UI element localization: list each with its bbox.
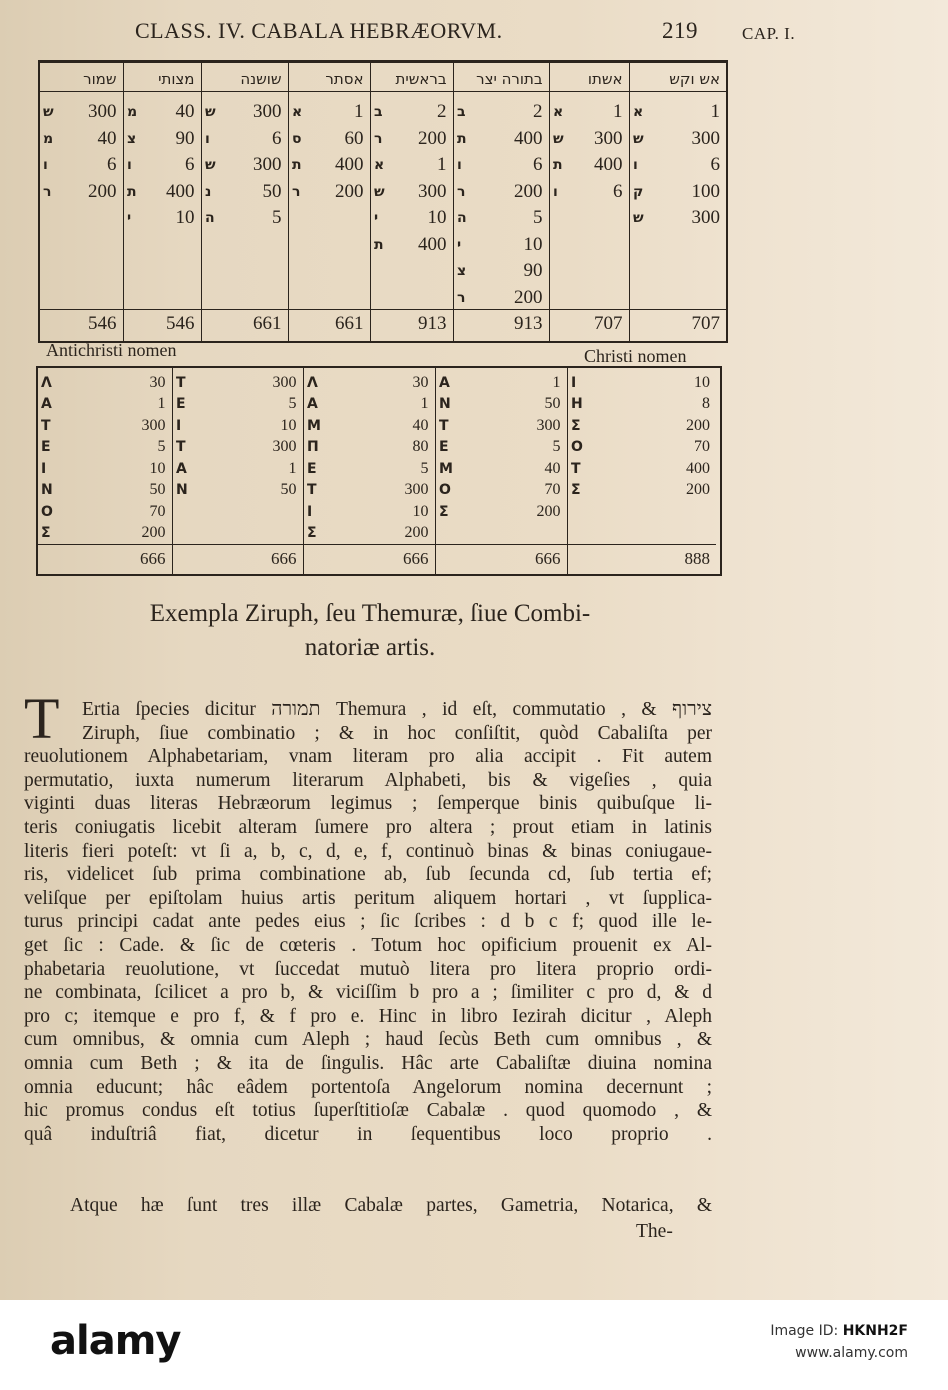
letter-value: 2 <box>437 101 447 122</box>
table-cell <box>173 372 303 393</box>
hebrew-letter: ת <box>457 130 467 147</box>
hebrew-letter: ר <box>374 130 383 147</box>
table-cell <box>304 372 435 393</box>
body-line: phabetaria reuolutione, vt ſuccedat mutuò litera pro litera proprio ordi- <box>24 958 712 980</box>
greek-letter: Ε <box>439 439 449 455</box>
table-cell <box>454 152 549 178</box>
hebrew-letter: ר <box>43 183 52 200</box>
table-column <box>454 63 550 341</box>
table-cell <box>38 437 172 458</box>
table-cell <box>550 99 629 125</box>
body-line: ris, videlicet ſub prima combinatione ab, ſub ſecunda cd, ſub tertia ef; <box>24 864 712 886</box>
hebrew-letter: ש <box>633 210 644 226</box>
table-cell <box>630 205 726 231</box>
table-column <box>38 368 173 574</box>
greek-letter: Σ <box>571 417 581 434</box>
table-cell <box>304 394 435 415</box>
hebrew-letter: ה <box>205 210 215 226</box>
letter-value: 1 <box>437 154 447 175</box>
column-total: 666 <box>304 544 435 573</box>
letter-value: 400 <box>335 154 364 175</box>
table-cell <box>550 152 629 178</box>
hebrew-letter: מ <box>43 130 54 147</box>
column-total: 546 <box>124 309 201 338</box>
table-cell <box>371 126 453 152</box>
table-cell <box>550 126 629 152</box>
greek-letter: Μ <box>439 460 453 477</box>
greek-letter: Λ <box>41 374 52 391</box>
table-column <box>371 63 454 341</box>
table-cell <box>38 523 172 544</box>
letter-value: 300 <box>691 127 720 149</box>
watermark-footer <box>0 1300 948 1390</box>
letter-value: 50 <box>149 481 166 498</box>
hebrew-letter: ו <box>43 157 48 173</box>
table-cell <box>454 232 549 258</box>
letter-value: 400 <box>514 127 543 149</box>
table-cell <box>436 501 567 522</box>
hebrew-letter: ת <box>553 157 563 173</box>
table-cell <box>40 179 123 205</box>
table-cell <box>630 152 726 178</box>
greek-letter: Ν <box>439 396 451 412</box>
table-column <box>202 63 289 341</box>
table-cell <box>202 152 288 178</box>
letter-value: 70 <box>149 502 166 520</box>
hebrew-letter: ב <box>374 104 383 120</box>
table-cell <box>454 258 549 284</box>
letter-value: 300 <box>272 373 297 391</box>
table-column <box>289 63 371 341</box>
catchword: The- <box>636 1221 673 1242</box>
letter-value: 1 <box>710 101 720 122</box>
letter-value: 300 <box>272 438 297 455</box>
image-id-label: Image ID: <box>770 1323 839 1339</box>
table-cell <box>38 394 172 415</box>
greek-letter: Τ <box>176 374 186 391</box>
greek-letter: Τ <box>41 417 51 434</box>
column-header: בראשית <box>371 67 453 92</box>
antichrist-caption: Antichristi nomen <box>46 340 177 360</box>
hebrew-letter: ו <box>553 183 558 200</box>
body-line: permutatio, iuxta numerum literarum Alphabeti, bis & vigeſies , quia <box>24 769 712 791</box>
letter-value: 50 <box>262 180 282 202</box>
greek-letter: Ν <box>176 482 188 498</box>
table-cell <box>568 437 716 458</box>
greek-letter: Σ <box>307 525 317 541</box>
column-header: אש וקש <box>630 67 726 92</box>
letter-value: 200 <box>514 180 543 202</box>
running-title: CLASS. IV. CABALA HEBRÆORVM. <box>135 18 503 43</box>
letter-value: 200 <box>88 180 117 202</box>
body-line: ne combinata, ſcilicet a pro b, & viciſſim b pro a ; ſimiliter c pro d, & d <box>24 982 712 1004</box>
page-number: 219 <box>662 18 698 43</box>
column-total: 913 <box>454 309 549 338</box>
column-total: 666 <box>173 544 303 573</box>
letter-value: 2 <box>533 101 543 122</box>
letter-value: 300 <box>141 416 166 434</box>
greek-letter: Ε <box>307 460 317 477</box>
letter-value: 10 <box>694 373 710 391</box>
table-column <box>124 63 202 341</box>
body-line: quâ induſtriâ fiat, dicetur in ſequentibus loco proprio . <box>24 1123 712 1145</box>
greek-letter: Μ <box>307 417 321 434</box>
table-cell <box>202 205 288 231</box>
letter-value: 300 <box>404 481 429 498</box>
table-cell <box>124 99 201 125</box>
hebrew-letter: א <box>553 104 564 120</box>
letter-value: 5 <box>272 207 282 228</box>
table-column <box>173 368 304 574</box>
column-header: בתורה יצר <box>454 67 549 92</box>
table-cell <box>289 179 370 205</box>
greek-letter: Λ <box>307 374 318 391</box>
letter-value: 5 <box>157 438 166 455</box>
body-line: viginti duas literas Hebræorum legimus ; ſemperque binis quibuſque li- <box>24 793 712 815</box>
letter-value: 400 <box>418 233 447 255</box>
table-cell <box>173 458 303 479</box>
table-cell <box>568 480 716 501</box>
table-column <box>568 368 716 574</box>
table-column <box>40 63 124 341</box>
letter-value: 10 <box>427 207 447 228</box>
letter-value: 5 <box>420 459 429 477</box>
body-line: hic promus condus eſt totius ſuperſtitioſæ Cabalæ . quod quomodo , & <box>24 1100 712 1122</box>
table-cell <box>40 126 123 152</box>
table-cell <box>124 152 201 178</box>
greek-letter: Τ <box>307 482 317 498</box>
table-cell <box>304 415 435 436</box>
greek-letter: Π <box>307 439 319 455</box>
table-cell <box>436 415 567 436</box>
column-total: 888 <box>568 544 716 573</box>
table-cell <box>568 458 716 479</box>
table-cell <box>436 480 567 501</box>
table-cell <box>630 179 726 205</box>
table-cell <box>436 458 567 479</box>
table-column <box>550 63 630 341</box>
body-line: turus principi cadat ante pedes eius ; ſic ſcribes : d b c f; quod ille le- <box>24 911 712 933</box>
greek-letter: Ν <box>41 482 53 498</box>
letter-value: 30 <box>149 373 166 391</box>
hebrew-letter: ש <box>205 157 216 173</box>
table-cell <box>371 232 453 258</box>
hebrew-letter: י <box>374 210 379 226</box>
table-cell <box>289 99 370 125</box>
column-total: 707 <box>630 309 726 338</box>
letter-value: 400 <box>686 459 710 477</box>
letter-value: 6 <box>533 154 543 175</box>
letter-value: 6 <box>613 180 623 202</box>
hebrew-letter: א <box>633 104 644 120</box>
hebrew-letter: צ <box>457 263 467 279</box>
table-cell <box>38 415 172 436</box>
hebrew-letter: ו <box>127 157 132 173</box>
table-cell <box>568 394 716 415</box>
letter-value: 90 <box>523 260 543 281</box>
alamy-logo: alamy <box>50 1318 181 1364</box>
section-title-line2: natoriæ artis. <box>304 634 436 661</box>
table-column <box>436 368 568 574</box>
table-cell <box>289 152 370 178</box>
letter-value: 300 <box>594 127 623 149</box>
greek-letter: Ι <box>41 460 47 477</box>
table-cell <box>304 458 435 479</box>
letter-value: 50 <box>544 395 561 412</box>
table-cell <box>454 205 549 231</box>
body-line: cum omnibus, & omnia cum Aleph ; haud ſecùs Beth cum omnibus , & <box>24 1029 712 1051</box>
letter-value: 300 <box>88 101 117 122</box>
letter-value: 40 <box>97 127 117 149</box>
letter-value: 5 <box>552 438 561 455</box>
letter-value: 10 <box>280 416 297 434</box>
table-cell <box>38 480 172 501</box>
table-cell <box>630 99 726 125</box>
table-cell <box>38 501 172 522</box>
letter-value: 10 <box>149 459 166 477</box>
table-cell <box>436 394 567 415</box>
body-line: get ſic : Cade. & ſic de cœteris . Totum hoc opificium prouenit ex Al- <box>24 935 712 956</box>
letter-value: 90 <box>175 127 195 149</box>
column-total: 666 <box>436 544 567 573</box>
letter-value: 400 <box>594 154 623 175</box>
table-cell <box>371 152 453 178</box>
hebrew-letter: ה <box>457 210 467 226</box>
letter-value: 300 <box>691 207 720 228</box>
letter-value: 10 <box>412 502 429 520</box>
table-cell <box>304 523 435 544</box>
table-cell <box>436 437 567 458</box>
hebrew-letter: ב <box>457 104 466 120</box>
greek-letter: Ι <box>571 374 577 391</box>
letter-value: 300 <box>253 154 282 175</box>
hebrew-letter: ש <box>553 130 564 147</box>
letter-value: 200 <box>686 416 710 434</box>
letter-value: 70 <box>694 438 710 455</box>
chapter-label: CAP. I. <box>742 24 796 43</box>
column-total: 666 <box>38 544 172 573</box>
greek-letter: Ο <box>571 439 583 455</box>
table-cell <box>38 458 172 479</box>
letter-value: 200 <box>514 286 543 308</box>
column-total: 661 <box>289 309 370 338</box>
table-cell <box>124 179 201 205</box>
letter-value: 40 <box>412 416 429 434</box>
column-total: 661 <box>202 309 288 338</box>
letter-value: 200 <box>418 127 447 149</box>
letter-value: 200 <box>404 524 429 541</box>
body-line: pro c; itemque e pro f, & f pro e. Hinc in libro Iezirah dicitur , Aleph <box>24 1005 712 1027</box>
column-header: שושנה <box>202 67 288 92</box>
table-cell <box>289 126 370 152</box>
letter-value: 6 <box>710 154 720 175</box>
greek-letter: Ε <box>176 396 186 412</box>
hebrew-letter: י <box>457 236 462 253</box>
letter-value: 300 <box>253 101 282 122</box>
greek-letter: Α <box>41 396 52 412</box>
letter-value: 5 <box>533 207 543 228</box>
table-column <box>630 63 726 341</box>
hebrew-letter: ש <box>43 104 54 120</box>
table-cell <box>454 99 549 125</box>
greek-letter: Η <box>571 396 583 412</box>
table-cell <box>124 205 201 231</box>
letter-value: 6 <box>272 127 282 149</box>
greek-letter: Τ <box>571 460 581 477</box>
greek-letter: Σ <box>439 503 449 520</box>
greek-letter: Ο <box>439 482 451 498</box>
greek-letter: Ι <box>307 503 313 520</box>
greek-letter: Σ <box>41 525 51 541</box>
hebrew-letter: ר <box>457 183 466 200</box>
table-cell <box>550 179 629 205</box>
section-title-line1: Exempla Ziruph, ſeu Themuræ, ſiue Combi- <box>149 600 591 627</box>
table-cell <box>202 179 288 205</box>
table-cell <box>371 99 453 125</box>
body-line: teris coniugatis licebit alteram ſumere pro altera ; prout etiam in latinis <box>24 817 712 838</box>
letter-value: 5 <box>288 395 297 412</box>
table-cell <box>304 480 435 501</box>
letter-value: 30 <box>412 373 429 391</box>
letter-value: 70 <box>544 481 561 498</box>
hebrew-letter: ק <box>633 183 644 200</box>
image-id: HKNH2F <box>842 1323 908 1339</box>
hebrew-gematria-table <box>38 60 728 343</box>
letter-value: 6 <box>185 154 195 175</box>
image-id-block <box>770 1320 908 1364</box>
letter-value: 1 <box>157 395 166 412</box>
body-line: omnia cum Beth ; & ita de ſingulis. Hâc arte Cabaliſtæ diuina nomina <box>24 1053 712 1074</box>
hebrew-letter: ש <box>633 130 644 147</box>
greek-letter: Ι <box>176 417 182 434</box>
letter-value: 1 <box>420 395 429 412</box>
greek-letter: Τ <box>176 439 186 455</box>
greek-letter: Α <box>307 396 318 412</box>
hebrew-letter: נ <box>205 183 212 200</box>
table-cell <box>202 99 288 125</box>
table-cell <box>202 126 288 152</box>
table-cell <box>173 437 303 458</box>
table-cell <box>454 179 549 205</box>
christ-caption: Christi nomen <box>584 346 687 366</box>
letter-value: 40 <box>544 459 561 477</box>
letter-value: 50 <box>280 481 297 498</box>
body-line: Ertia ſpecies dicitur תמורה Themura , id eſt, commutatio , & צירוף <box>82 699 713 720</box>
column-total: 546 <box>40 309 123 338</box>
greek-letter: Α <box>439 374 450 391</box>
table-cell <box>304 501 435 522</box>
column-header: מצותי <box>124 67 201 92</box>
hebrew-letter: א <box>292 104 303 120</box>
hebrew-letter: ש <box>205 104 216 120</box>
letter-value: 1 <box>288 459 297 477</box>
letter-value: 1 <box>552 373 561 391</box>
body-line: omnia educunt; hâc eâdem portentoſa Angelorum nomina decernunt ; <box>24 1076 712 1098</box>
table-cell <box>454 126 549 152</box>
hebrew-letter: י <box>127 210 132 226</box>
hebrew-letter: ש <box>374 183 385 200</box>
table-cell <box>124 126 201 152</box>
hebrew-letter: ר <box>457 289 466 306</box>
table-cell <box>568 415 716 436</box>
table-column <box>304 368 436 574</box>
drop-cap: T <box>24 686 60 751</box>
table-cell <box>304 437 435 458</box>
letter-value: 400 <box>166 180 195 202</box>
table-cell <box>371 205 453 231</box>
table-cell <box>173 394 303 415</box>
hebrew-letter: צ <box>127 130 137 147</box>
hebrew-letter: ו <box>205 130 210 147</box>
letter-value: 8 <box>702 395 710 412</box>
greek-letter: Α <box>176 460 187 477</box>
greek-gematria-table <box>36 366 722 576</box>
letter-value: 300 <box>418 180 447 202</box>
greek-letter: Ε <box>41 439 51 455</box>
table-cell <box>630 126 726 152</box>
letter-value: 1 <box>613 101 623 122</box>
table-cell <box>454 285 549 311</box>
body-line: literis fieri poteſt: vt ſi a, b, c, d, e, f, continuò binas & binas coniugaue- <box>24 840 712 862</box>
hebrew-letter: א <box>374 157 385 173</box>
body-line: reuolutionem Alphabetariam, vnam literam pro alia accipit . Fit autem <box>24 746 712 768</box>
body-line: veliſque per epiſtolam huius artis peritum aliquem hortari , vt ſupplica- <box>24 887 712 909</box>
letter-value: 10 <box>523 233 543 255</box>
hebrew-letter: ו <box>457 157 462 173</box>
column-header: אשתו <box>550 67 629 92</box>
table-cell <box>38 372 172 393</box>
hebrew-letter: ת <box>127 183 137 200</box>
letter-value: 100 <box>691 180 720 202</box>
greek-letter: Ο <box>41 503 53 520</box>
letter-value: 6 <box>107 154 117 175</box>
table-cell <box>40 99 123 125</box>
letter-value: 40 <box>175 101 195 122</box>
paragraph-2: Atque hæ ſunt tres illæ Cabalæ partes, Gametria, Notarica, & <box>70 1195 712 1216</box>
greek-letter: Τ <box>439 417 449 434</box>
table-cell <box>436 372 567 393</box>
table-cell <box>40 152 123 178</box>
letter-value: 300 <box>536 416 561 434</box>
table-cell <box>173 415 303 436</box>
hebrew-letter: מ <box>127 104 138 120</box>
letter-value: 200 <box>141 524 166 541</box>
letter-value: 80 <box>412 438 429 455</box>
footer-url: www.alamy.com <box>795 1345 908 1361</box>
greek-letter: Σ <box>571 482 581 498</box>
letter-value: 200 <box>335 180 364 202</box>
table-cell <box>173 480 303 501</box>
letter-value: 60 <box>344 127 364 149</box>
hebrew-letter: ר <box>292 183 301 200</box>
hebrew-letter: ו <box>633 157 638 173</box>
column-total: 707 <box>550 309 629 338</box>
column-header: שמור <box>40 67 123 92</box>
letter-value: 200 <box>536 502 561 520</box>
body-line: Ziruph, ſiue combinatio ; & in hoc conſiſtit, quòd Cabaliſta per <box>82 722 712 744</box>
hebrew-letter: ת <box>292 157 302 173</box>
table-cell <box>568 372 716 393</box>
column-total: 913 <box>371 309 453 338</box>
column-header: אסתר <box>289 67 370 92</box>
letter-value: 1 <box>354 101 364 122</box>
table-cell <box>371 179 453 205</box>
letter-value: 10 <box>175 207 195 228</box>
hebrew-letter: ס <box>292 130 302 147</box>
hebrew-letter: ת <box>374 236 384 253</box>
letter-value: 200 <box>686 481 710 498</box>
